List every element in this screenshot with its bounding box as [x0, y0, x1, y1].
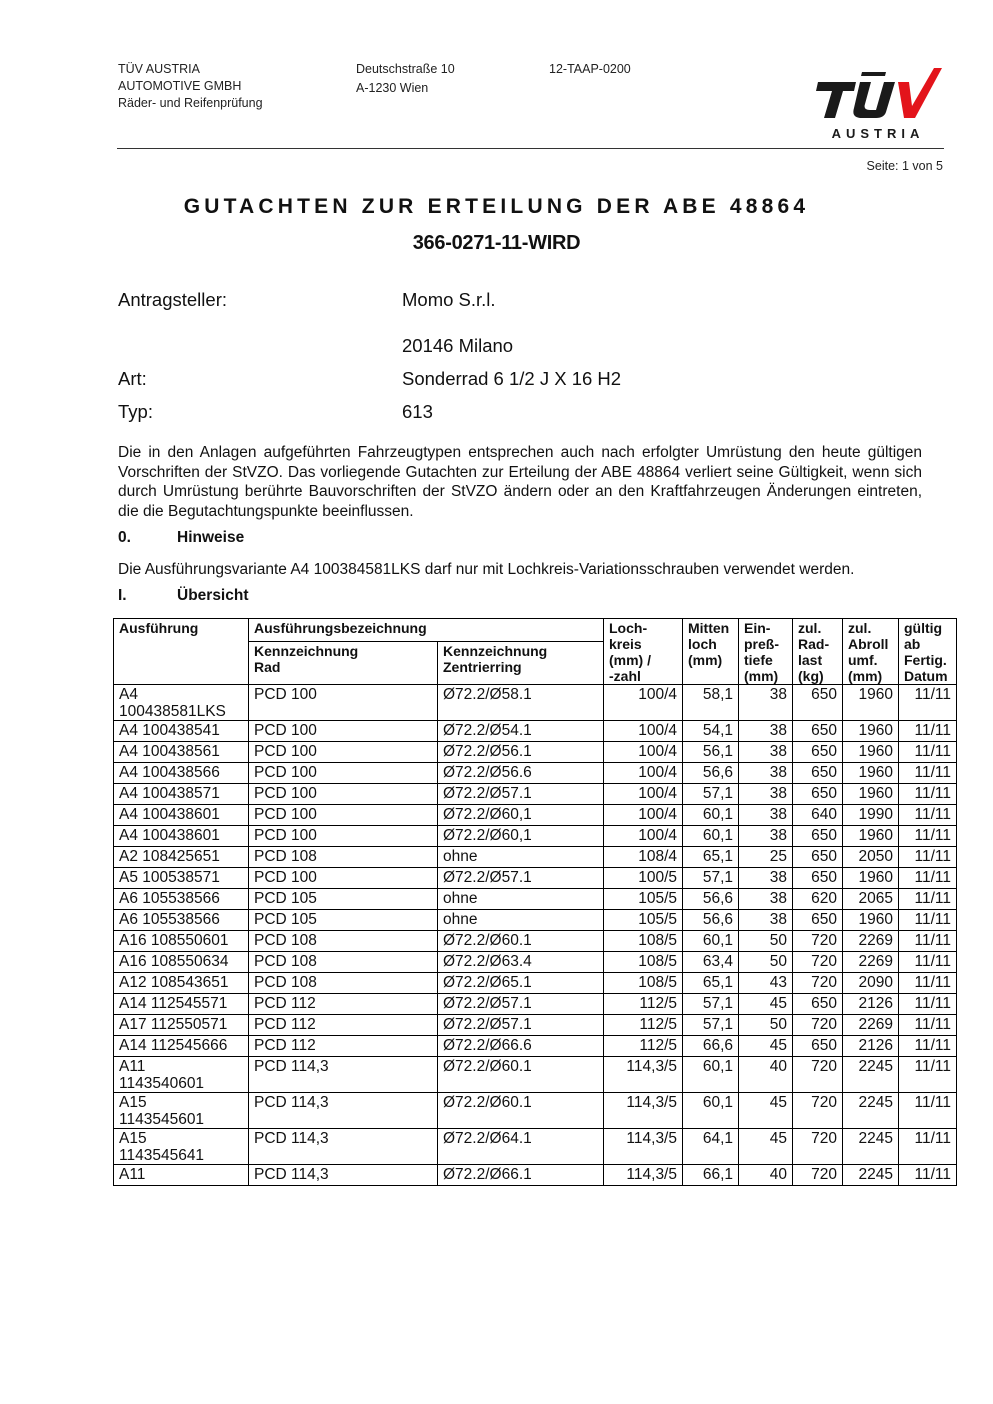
- cell-kennzeichnung-ring: Ø72.2/Ø60.1: [438, 931, 604, 952]
- table-row: [114, 763, 957, 784]
- cell-ausfuehrung: A14 112545571: [114, 994, 249, 1015]
- cell-mittenloch: 56,6: [683, 763, 739, 784]
- cell-gueltig: 11/11: [899, 1165, 957, 1186]
- cell-mittenloch: 56,6: [683, 910, 739, 931]
- cell-mittenloch: 64,1: [683, 1129, 739, 1165]
- cell-radlast: 640: [793, 805, 843, 826]
- cell-kennzeichnung-rad: PCD 112: [249, 1036, 438, 1057]
- cell-ausfuehrung: A4 100438601: [114, 805, 249, 826]
- cell-lochkreis: 100/5: [604, 868, 683, 889]
- cell-gueltig: 11/11: [899, 1036, 957, 1057]
- cell-radlast: 720: [793, 952, 843, 973]
- table-row: [114, 1129, 957, 1165]
- cell-mittenloch: 56,6: [683, 889, 739, 910]
- cell-mittenloch: 54,1: [683, 721, 739, 742]
- cell-gueltig: 11/11: [899, 1057, 957, 1093]
- cell-ausfuehrung: A4 100438571: [114, 784, 249, 805]
- col-header-kennzeichnung-ring: Kennzeichnung Zentrierring: [438, 641, 604, 684]
- table-row: [114, 826, 957, 847]
- cell-gueltig: 11/11: [899, 805, 957, 826]
- cell-kennzeichnung-rad: PCD 100: [249, 742, 438, 763]
- cell-mittenloch: 60,1: [683, 1057, 739, 1093]
- cell-einpresstiefe: 38: [739, 805, 793, 826]
- table-row: [114, 742, 957, 763]
- table-row: [114, 868, 957, 889]
- table-row: [114, 721, 957, 742]
- document-title: GUTACHTEN ZUR ERTEILUNG DER ABE 48864: [183, 195, 810, 218]
- cell-lochkreis: 114,3/5: [604, 1093, 683, 1129]
- cell-ausfuehrung: A4 100438581LKS: [114, 685, 249, 721]
- cell-radlast: 720: [793, 1165, 843, 1186]
- cell-abrollumfang: 2245: [843, 1093, 899, 1129]
- cell-gueltig: 11/11: [899, 1093, 957, 1129]
- cell-kennzeichnung-ring: Ø72.2/Ø57.1: [438, 994, 604, 1015]
- cell-einpresstiefe: 38: [739, 826, 793, 847]
- cell-lochkreis: 100/4: [604, 763, 683, 784]
- table-row: [114, 784, 957, 805]
- art-value: Sonderrad 6 1/2 J X 16 H2: [402, 368, 622, 389]
- cell-einpresstiefe: 50: [739, 931, 793, 952]
- company-name-line2: AUTOMOTIVE GMBH: [118, 79, 242, 93]
- col-header-ausfuehrung: Ausführung: [114, 619, 249, 685]
- cell-gueltig: 11/11: [899, 952, 957, 973]
- cell-einpresstiefe: 38: [739, 910, 793, 931]
- cell-kennzeichnung-rad: PCD 100: [249, 784, 438, 805]
- cell-abrollumfang: 2245: [843, 1129, 899, 1165]
- cell-kennzeichnung-rad: PCD 100: [249, 763, 438, 784]
- cell-einpresstiefe: 38: [739, 685, 793, 721]
- cell-kennzeichnung-ring: Ø72.2/Ø63.4: [438, 952, 604, 973]
- cell-kennzeichnung-ring: Ø72.2/Ø57.1: [438, 1015, 604, 1036]
- cell-lochkreis: 100/4: [604, 805, 683, 826]
- cell-ausfuehrung: A16 108550601: [114, 931, 249, 952]
- cell-abrollumfang: 1960: [843, 742, 899, 763]
- cell-einpresstiefe: 43: [739, 973, 793, 994]
- intro-paragraph: Die in den Anlagen aufgeführten Fahrzeugtypen entsprechen auch nach erfolgter Umrüstung den heute gültigen Vorschriften der StVZO. Das vorliegende Gutachten zur Erteilung der ABE 48864 verliert seine Gültigkeit, wenn sich durch Umrüstung berührte Bauvorschriften der StVZO ändern oder an den Kraftfahrzeugen Änderungen eintreten, die die Begutachtungspunkte beeinflussen.: [118, 444, 922, 520]
- col-header-mittenloch: Mitten loch (mm): [683, 619, 739, 685]
- cell-kennzeichnung-rad: PCD 100: [249, 685, 438, 721]
- cell-kennzeichnung-rad: PCD 108: [249, 931, 438, 952]
- cell-kennzeichnung-ring: Ø72.2/Ø60,1: [438, 805, 604, 826]
- cell-kennzeichnung-rad: PCD 100: [249, 868, 438, 889]
- col-header-gueltig: gültig ab Fertig. Datum: [899, 619, 957, 685]
- cell-abrollumfang: 1960: [843, 910, 899, 931]
- cell-radlast: 720: [793, 973, 843, 994]
- cell-lochkreis: 108/5: [604, 931, 683, 952]
- cell-gueltig: 11/11: [899, 1129, 957, 1165]
- col-header-radlast: zul. Rad- last (kg): [793, 619, 843, 685]
- lochkreis-header-text: Loch- kreis (mm) / -zahl: [609, 620, 651, 684]
- cell-mittenloch: 60,1: [683, 1093, 739, 1129]
- cell-lochkreis: 114,3/5: [604, 1165, 683, 1186]
- applicant-label: Antragsteller:: [118, 289, 227, 310]
- cell-ausfuehrung: A15 1143545601: [114, 1093, 249, 1129]
- cell-gueltig: 11/11: [899, 889, 957, 910]
- table-row: [114, 1165, 957, 1186]
- cell-ausfuehrung: A17 112550571: [114, 1015, 249, 1036]
- cell-radlast: 650: [793, 826, 843, 847]
- cell-einpresstiefe: 45: [739, 1093, 793, 1129]
- cell-abrollumfang: 2245: [843, 1057, 899, 1093]
- cell-mittenloch: 57,1: [683, 994, 739, 1015]
- cell-kennzeichnung-ring: Ø72.2/Ø56.6: [438, 763, 604, 784]
- cell-abrollumfang: 1960: [843, 826, 899, 847]
- table-row: [114, 1036, 957, 1057]
- cell-kennzeichnung-ring: Ø72.2/Ø54.1: [438, 721, 604, 742]
- cell-ausfuehrung: A4 100438541: [114, 721, 249, 742]
- cell-kennzeichnung-ring: ohne: [438, 847, 604, 868]
- cell-radlast: 720: [793, 931, 843, 952]
- table-row: [114, 1093, 957, 1129]
- cell-abrollumfang: 2269: [843, 952, 899, 973]
- cell-radlast: 650: [793, 910, 843, 931]
- cell-mittenloch: 57,1: [683, 1015, 739, 1036]
- cell-mittenloch: 60,1: [683, 805, 739, 826]
- cell-kennzeichnung-rad: PCD 105: [249, 910, 438, 931]
- cell-mittenloch: 60,1: [683, 931, 739, 952]
- table-row: [114, 973, 957, 994]
- cell-mittenloch: 56,1: [683, 742, 739, 763]
- cell-radlast: 650: [793, 721, 843, 742]
- cell-radlast: 650: [793, 994, 843, 1015]
- cell-mittenloch: 65,1: [683, 973, 739, 994]
- cell-lochkreis: 108/4: [604, 847, 683, 868]
- cell-kennzeichnung-rad: PCD 114,3: [249, 1093, 438, 1129]
- cell-gueltig: 11/11: [899, 826, 957, 847]
- applicant-name: Momo S.r.l.: [402, 289, 496, 310]
- cell-kennzeichnung-rad: PCD 114,3: [249, 1129, 438, 1165]
- section-title: Hinweise: [177, 529, 245, 546]
- cell-mittenloch: 60,1: [683, 826, 739, 847]
- cell-abrollumfang: 2269: [843, 1015, 899, 1036]
- cell-mittenloch: 65,1: [683, 847, 739, 868]
- cell-gueltig: 11/11: [899, 784, 957, 805]
- cell-gueltig: 11/11: [899, 847, 957, 868]
- table-row: [114, 994, 957, 1015]
- section-title: Übersicht: [177, 587, 249, 604]
- typ-label: Typ:: [118, 401, 153, 422]
- cell-ausfuehrung: A4 100438561: [114, 742, 249, 763]
- cell-abrollumfang: 2126: [843, 1036, 899, 1057]
- page-indicator: Seite: 1 von 5: [866, 159, 943, 173]
- cell-kennzeichnung-rad: PCD 114,3: [249, 1057, 438, 1093]
- cell-lochkreis: 100/4: [604, 721, 683, 742]
- cell-abrollumfang: 2245: [843, 1165, 899, 1186]
- cell-gueltig: 11/11: [899, 931, 957, 952]
- cell-abrollumfang: 2050: [843, 847, 899, 868]
- cell-kennzeichnung-ring: Ø72.2/Ø65.1: [438, 973, 604, 994]
- cell-radlast: 650: [793, 763, 843, 784]
- cell-kennzeichnung-rad: PCD 100: [249, 826, 438, 847]
- cell-gueltig: 11/11: [899, 868, 957, 889]
- cell-abrollumfang: 2090: [843, 973, 899, 994]
- col-header-einpresstiefe: Ein- preß- tiefe (mm): [739, 619, 793, 685]
- cell-abrollumfang: 2269: [843, 931, 899, 952]
- cell-radlast: 650: [793, 1036, 843, 1057]
- table-header-row: [114, 619, 957, 642]
- cell-mittenloch: 57,1: [683, 784, 739, 805]
- cell-ausfuehrung: A4 100438601: [114, 826, 249, 847]
- cell-einpresstiefe: 25: [739, 847, 793, 868]
- cell-kennzeichnung-ring: Ø72.2/Ø58.1: [438, 685, 604, 721]
- document-reference: 12-TAAP-0200: [549, 62, 631, 76]
- cell-lochkreis: 100/4: [604, 742, 683, 763]
- cell-radlast: 720: [793, 1129, 843, 1165]
- cell-lochkreis: 112/5: [604, 1036, 683, 1057]
- cell-radlast: 720: [793, 1057, 843, 1093]
- cell-ausfuehrung: A11 1143540601: [114, 1057, 249, 1093]
- art-label: Art:: [118, 368, 147, 389]
- cell-einpresstiefe: 38: [739, 742, 793, 763]
- cell-radlast: 650: [793, 784, 843, 805]
- cell-einpresstiefe: 50: [739, 952, 793, 973]
- cell-einpresstiefe: 40: [739, 1057, 793, 1093]
- cell-ausfuehrung: A15 1143545641: [114, 1129, 249, 1165]
- table-row: [114, 931, 957, 952]
- cell-kennzeichnung-ring: Ø72.2/Ø66.6: [438, 1036, 604, 1057]
- section-number: 0.: [118, 529, 131, 546]
- cell-kennzeichnung-ring: Ø72.2/Ø60,1: [438, 826, 604, 847]
- cell-kennzeichnung-rad: PCD 108: [249, 952, 438, 973]
- cell-einpresstiefe: 50: [739, 1015, 793, 1036]
- document-subtitle: 366-0271-11-WIRD: [412, 232, 581, 254]
- section-hinweise-heading: [118, 529, 244, 547]
- cell-kennzeichnung-rad: PCD 112: [249, 994, 438, 1015]
- cell-ausfuehrung: A14 112545666: [114, 1036, 249, 1057]
- table-row: [114, 1015, 957, 1036]
- cell-radlast: 720: [793, 1015, 843, 1036]
- cell-mittenloch: 66,1: [683, 1165, 739, 1186]
- cell-gueltig: 11/11: [899, 721, 957, 742]
- cell-radlast: 720: [793, 1093, 843, 1129]
- cell-abrollumfang: 2126: [843, 994, 899, 1015]
- address-city: A-1230 Wien: [356, 81, 429, 95]
- cell-einpresstiefe: 38: [739, 784, 793, 805]
- section-uebersicht-heading: [118, 587, 249, 605]
- address-block: [356, 61, 455, 97]
- table-row: [114, 847, 957, 868]
- cell-einpresstiefe: 38: [739, 889, 793, 910]
- cell-einpresstiefe: 40: [739, 1165, 793, 1186]
- cell-lochkreis: 112/5: [604, 1015, 683, 1036]
- cell-kennzeichnung-ring: Ø72.2/Ø64.1: [438, 1129, 604, 1165]
- cell-lochkreis: 112/5: [604, 994, 683, 1015]
- cell-mittenloch: 57,1: [683, 868, 739, 889]
- cell-gueltig: 11/11: [899, 685, 957, 721]
- typ-value: 613: [402, 401, 433, 422]
- cell-ausfuehrung: A2 108425651: [114, 847, 249, 868]
- cell-lochkreis: 105/5: [604, 889, 683, 910]
- cell-radlast: 620: [793, 889, 843, 910]
- cell-kennzeichnung-ring: ohne: [438, 889, 604, 910]
- cell-kennzeichnung-ring: Ø72.2/Ø66.1: [438, 1165, 604, 1186]
- cell-radlast: 650: [793, 847, 843, 868]
- cell-gueltig: 11/11: [899, 910, 957, 931]
- cell-abrollumfang: 1990: [843, 805, 899, 826]
- logo-subtext: AUSTRIA: [831, 126, 925, 141]
- cell-einpresstiefe: 38: [739, 763, 793, 784]
- cell-lochkreis: 114,3/5: [604, 1129, 683, 1165]
- cell-ausfuehrung: A6 105538566: [114, 889, 249, 910]
- cell-abrollumfang: 1960: [843, 868, 899, 889]
- cell-einpresstiefe: 45: [739, 1036, 793, 1057]
- hinweise-text: Die Ausführungsvariante A4 100384581LKS darf nur mit Lochkreis-Variationsschrauben verwendet werden.: [118, 561, 855, 578]
- cell-kennzeichnung-ring: Ø72.2/Ø60.1: [438, 1057, 604, 1093]
- cell-einpresstiefe: 45: [739, 994, 793, 1015]
- table-row: [114, 952, 957, 973]
- overview-table: [113, 618, 957, 1186]
- cell-radlast: 650: [793, 868, 843, 889]
- cell-kennzeichnung-rad: PCD 100: [249, 721, 438, 742]
- cell-kennzeichnung-rad: PCD 108: [249, 847, 438, 868]
- applicant-city: 20146 Milano: [402, 335, 514, 356]
- cell-gueltig: 11/11: [899, 742, 957, 763]
- section-number: I.: [118, 587, 127, 604]
- cell-radlast: 650: [793, 685, 843, 721]
- cell-radlast: 650: [793, 742, 843, 763]
- table-row: [114, 805, 957, 826]
- cell-kennzeichnung-ring: Ø72.2/Ø57.1: [438, 868, 604, 889]
- col-header-kennzeichnung-rad: Kennzeichnung Rad: [249, 641, 438, 684]
- cell-kennzeichnung-ring: Ø72.2/Ø56.1: [438, 742, 604, 763]
- cell-einpresstiefe: 38: [739, 721, 793, 742]
- cell-lochkreis: 105/5: [604, 910, 683, 931]
- cell-kennzeichnung-rad: PCD 105: [249, 889, 438, 910]
- cell-kennzeichnung-ring: ohne: [438, 910, 604, 931]
- company-department: Räder- und Reifenprüfung: [118, 96, 263, 110]
- cell-lochkreis: 108/5: [604, 952, 683, 973]
- table-row: [114, 910, 957, 931]
- cell-gueltig: 11/11: [899, 1015, 957, 1036]
- table-row: [114, 889, 957, 910]
- cell-abrollumfang: 2065: [843, 889, 899, 910]
- cell-ausfuehrung: A4 100438566: [114, 763, 249, 784]
- cell-ausfuehrung: A6 105538566: [114, 910, 249, 931]
- cell-mittenloch: 58,1: [683, 685, 739, 721]
- cell-lochkreis: 114,3/5: [604, 1057, 683, 1093]
- cell-ausfuehrung: A5 100538571: [114, 868, 249, 889]
- tuv-austria-logo: [812, 64, 944, 142]
- cell-gueltig: 11/11: [899, 994, 957, 1015]
- tuv-logo-icon: [812, 64, 944, 142]
- cell-lochkreis: 100/4: [604, 826, 683, 847]
- col-header-bezeichnung: Ausführungsbezeichnung: [249, 619, 604, 642]
- col-header-abrollumfang: zul. Abroll umf. (mm): [843, 619, 899, 685]
- cell-einpresstiefe: 45: [739, 1129, 793, 1165]
- header-divider: [117, 148, 944, 149]
- cell-mittenloch: 66,6: [683, 1036, 739, 1057]
- cell-abrollumfang: 1960: [843, 763, 899, 784]
- cell-ausfuehrung: A12 108543651: [114, 973, 249, 994]
- col-header-lochkreis: [604, 619, 683, 685]
- cell-mittenloch: 63,4: [683, 952, 739, 973]
- cell-abrollumfang: 1960: [843, 685, 899, 721]
- cell-gueltig: 11/11: [899, 763, 957, 784]
- cell-ausfuehrung: A16 108550634: [114, 952, 249, 973]
- cell-abrollumfang: 1960: [843, 721, 899, 742]
- company-name-line1: TÜV AUSTRIA: [118, 62, 200, 76]
- cell-lochkreis: 108/5: [604, 973, 683, 994]
- cell-lochkreis: 100/4: [604, 685, 683, 721]
- table-row: [114, 685, 957, 721]
- cell-kennzeichnung-rad: PCD 114,3: [249, 1165, 438, 1186]
- table-row: [114, 1057, 957, 1093]
- cell-ausfuehrung: A11: [114, 1165, 249, 1186]
- cell-kennzeichnung-ring: Ø72.2/Ø60.1: [438, 1093, 604, 1129]
- cell-kennzeichnung-rad: PCD 100: [249, 805, 438, 826]
- cell-einpresstiefe: 38: [739, 868, 793, 889]
- cell-kennzeichnung-rad: PCD 112: [249, 1015, 438, 1036]
- company-block: [118, 61, 263, 112]
- address-street: Deutschstraße 10: [356, 62, 455, 76]
- cell-abrollumfang: 1960: [843, 784, 899, 805]
- cell-lochkreis: 100/4: [604, 784, 683, 805]
- table-body: [114, 685, 957, 1186]
- cell-kennzeichnung-ring: Ø72.2/Ø57.1: [438, 784, 604, 805]
- cell-gueltig: 11/11: [899, 973, 957, 994]
- cell-kennzeichnung-rad: PCD 108: [249, 973, 438, 994]
